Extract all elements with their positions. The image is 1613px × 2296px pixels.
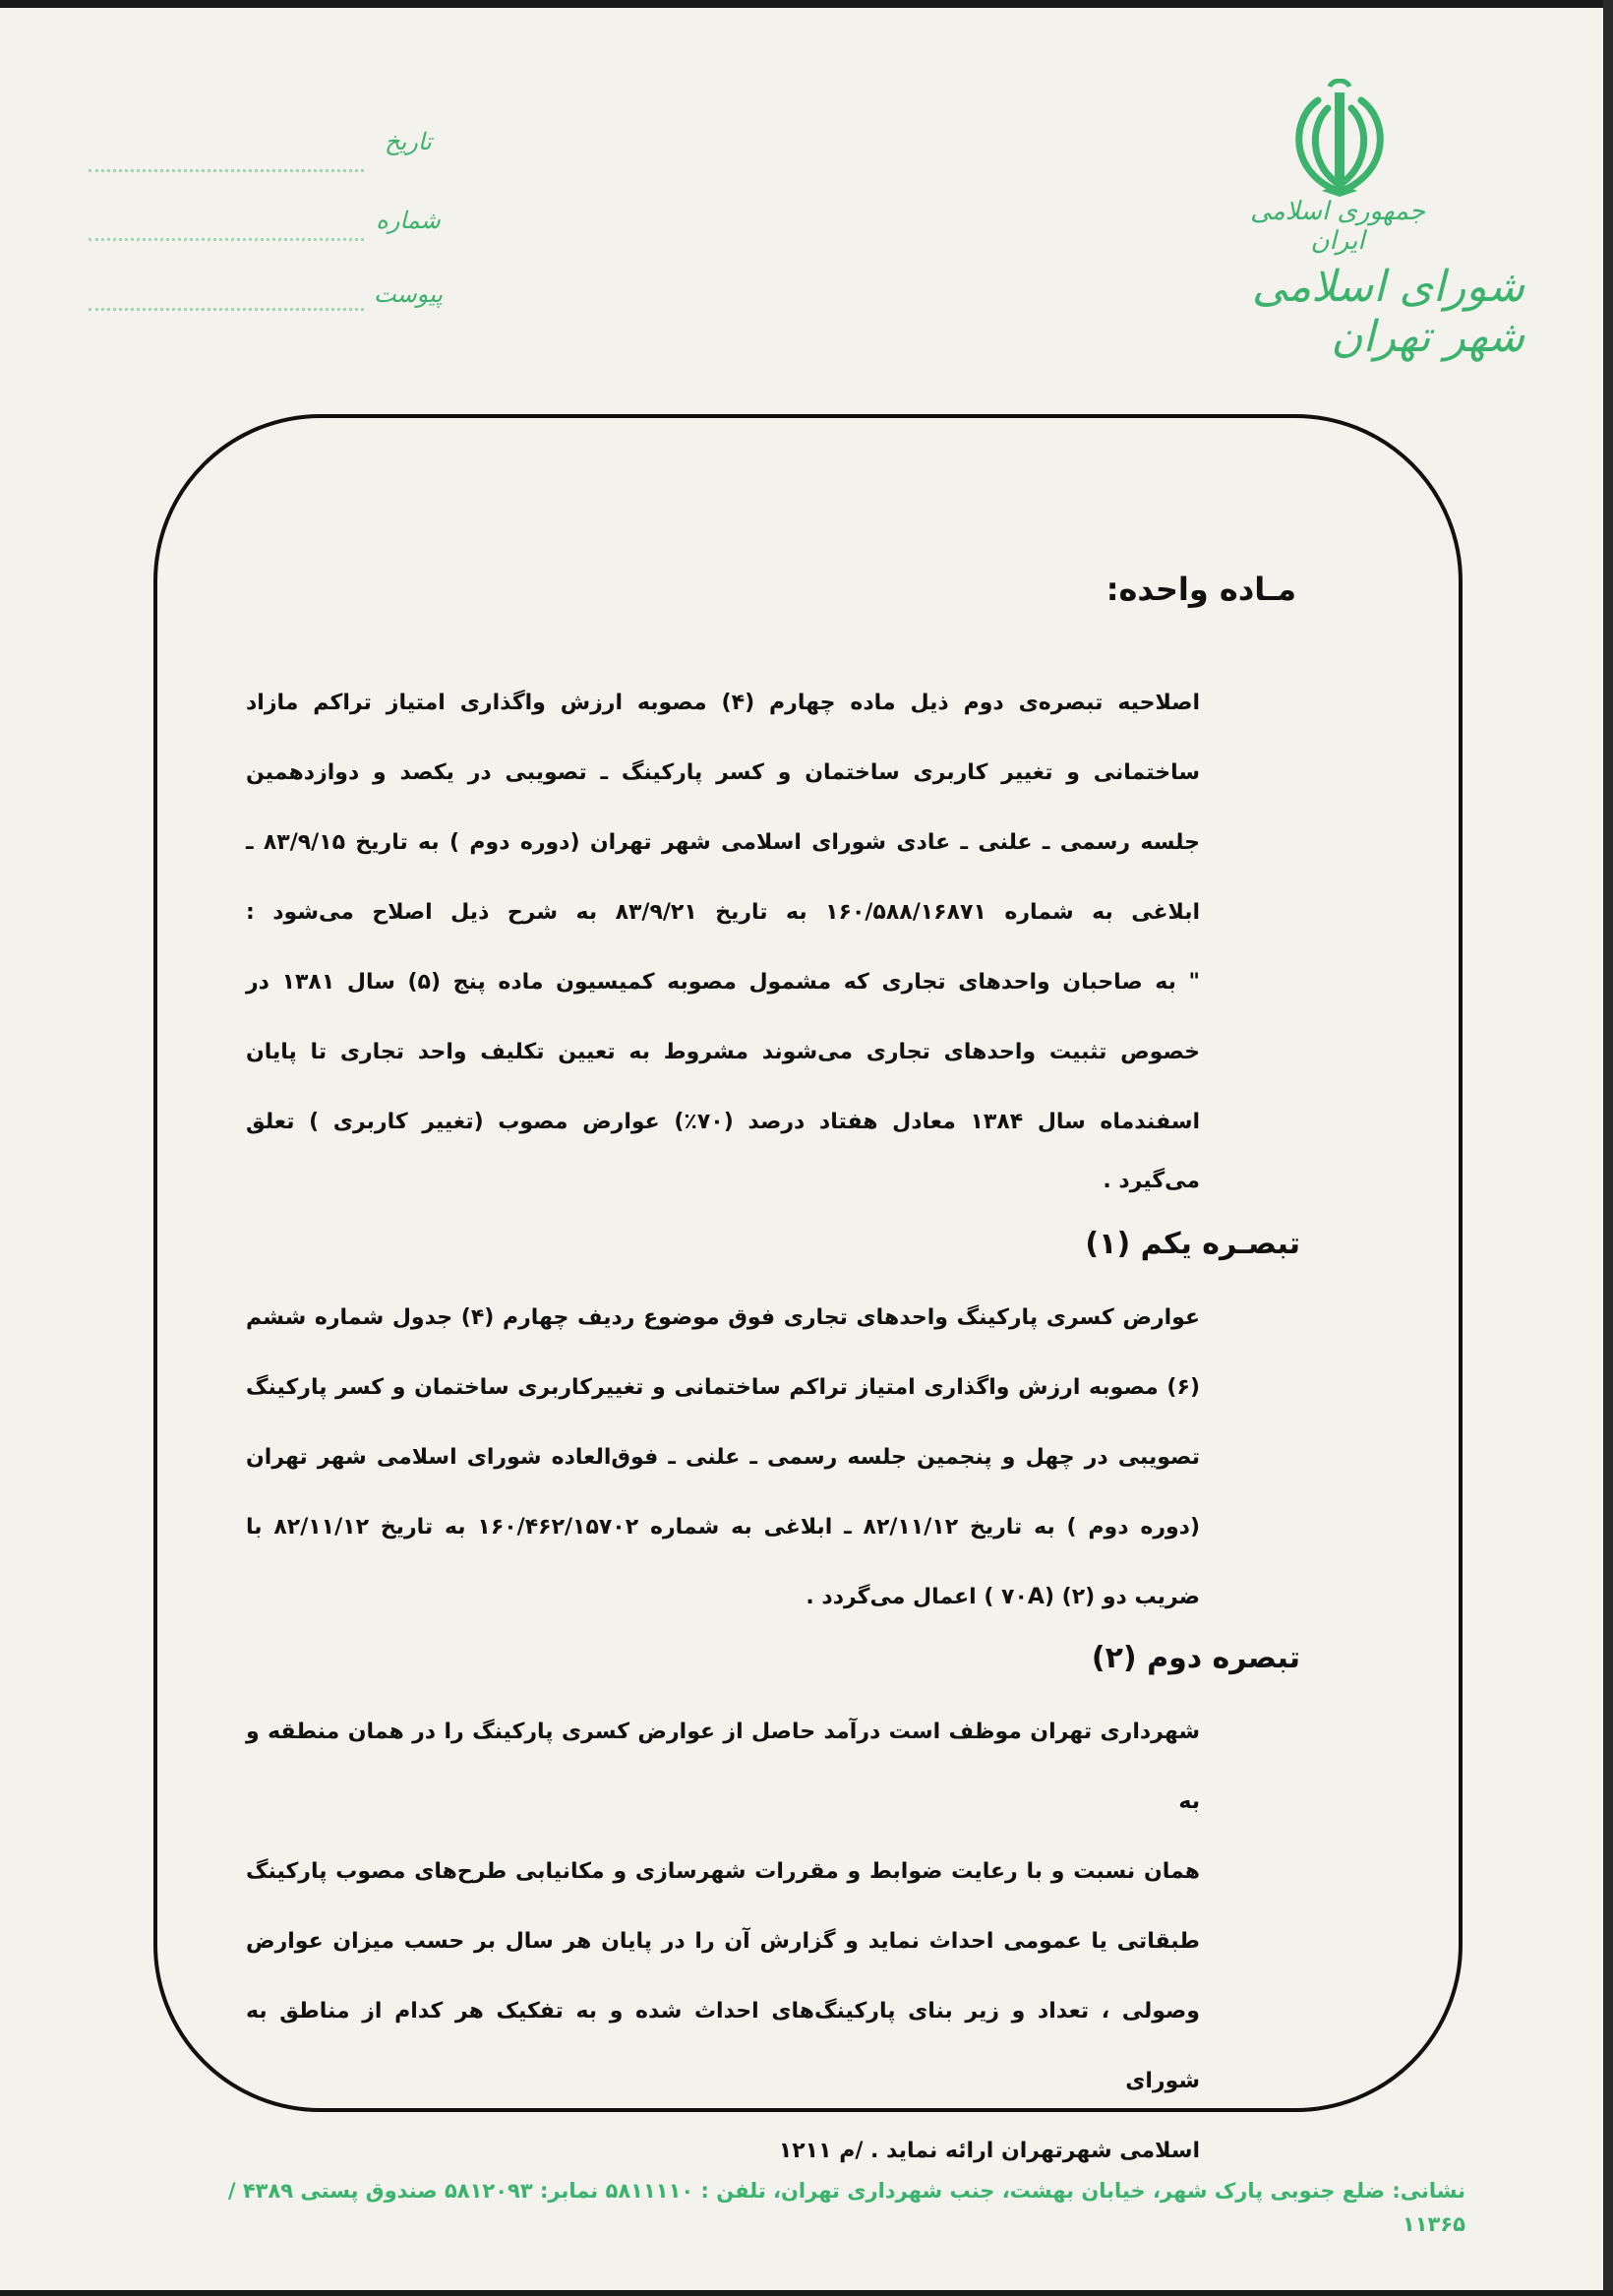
- number-field: [89, 238, 364, 241]
- paragraph-main: [246, 668, 1200, 1206]
- paragraph-note-2: [246, 1697, 1200, 2186]
- text-line: ساختمانی و تغییر کاربری ساختمان و کسر پارکینگ ـ تصویبی در یکصد و دوازدهمین: [246, 760, 1200, 785]
- text-line: جلسه رسمی ـ علنی ـ عادی شورای اسلامی شهر تهران (دوره دوم ) به تاریخ ۸۳/۹/۱۵ ـ: [246, 830, 1200, 855]
- attachment-label: پیوست: [374, 280, 443, 308]
- scan-edge-bottom: [0, 2290, 1613, 2296]
- text-line: شهرداری تهران موظف است درآمد حاصل از عوارض کسری پارکینگ را در همان منطقه و به: [246, 1720, 1200, 1814]
- text-line: (دوره دوم ) به تاریخ ۸۲/۱۱/۱۲ ـ ابلاغی به شماره ۱۶۰/۴۶۲/۱۵۷۰۲ به تاریخ ۸۲/۱۱/۱۲ با: [246, 1515, 1200, 1540]
- note-1-title: تبصـره یکم (۱): [1085, 1227, 1300, 1261]
- text-line: می‌گیرد .: [1103, 1169, 1200, 1193]
- text-line: خصوص تثبیت واحدهای تجاری می‌شوند مشروط به تعیین تکلیف واحد تجاری تا پایان: [246, 1040, 1200, 1064]
- council-name: شورای اسلامی شهر تهران: [1251, 262, 1524, 362]
- footer-address: نشانی: ضلع جنوبی پارک شهر، خیابان بهشت، جنب شهرداری تهران، تلفن : ۵۸۱۱۱۱۰ نمابر: ۵۸۱۲۰۹۳ صندوق پستی ۴۳۸۹ / ۱۱۳۶۵: [227, 2179, 1465, 2236]
- text-line: اصلاحیه تبصره‌ی دوم ذیل ماده چهارم (۴) مصوبه ارزش واگذاری امتیاز تراکم مازاد: [246, 691, 1201, 715]
- text-line: عوارض کسری پارکینگ واحدهای تجاری فوق موضوع ردیف چهارم (۴) جدول شماره ششم: [246, 1305, 1200, 1330]
- number-label: شماره: [376, 207, 441, 234]
- date-field: [89, 169, 364, 172]
- text-line: تصویبی در چهل و پنجمین جلسه رسمی ـ علنی ـ فوق‌العاده شورای اسلامی شهر تهران: [246, 1445, 1200, 1470]
- text-line: طبقاتی یا عمومی احداث نماید و گزارش آن را در پایان هر سال بر حسب میزان عوارض: [246, 1929, 1200, 1954]
- scan-edge-top: [0, 0, 1613, 8]
- republic-name: جمهوری اسلامی ایران: [1250, 197, 1425, 256]
- date-label: تاریخ: [385, 128, 432, 155]
- text-line: (۶) مصوبه ارزش واگذاری امتیاز تراکم ساختمانی و تغییرکاربری ساختمان و کسر پارکینگ: [246, 1375, 1200, 1400]
- scan-edge-right: [1603, 0, 1613, 2296]
- text-line: اسلامی شهرتهران ارائه نماید . /م ۱۲۱۱: [778, 2139, 1200, 2163]
- text-line: وصولی ، تعداد و زیر بنای پارکینگ‌های احداث شده و به تفکیک هر کدام از مناطق به شورای: [246, 1999, 1200, 2093]
- article-title: مـاده واحده:: [1105, 571, 1296, 608]
- text-line: " به صاحبان واحدهای تجاری که مشمول مصوبه کمیسیون ماده پنج (۵) سال ۱۳۸۱ در: [246, 970, 1200, 995]
- text-line: اسفندماه سال ۱۳۸۴ معادل هفتاد درصد (۷۰٪) عوارض مصوب (تغییر کاربری ) تعلق: [246, 1110, 1200, 1134]
- paragraph-note-1: [246, 1283, 1200, 1632]
- text-line: ضریب دو (۲) (۷۰A ) اعمال می‌گردد .: [806, 1585, 1200, 1609]
- text-line: همان نسبت و با رعایت ضوابط و مقررات شهرسازی و مکانیابی طرح‌های مصوب پارکینگ: [246, 1859, 1200, 1884]
- iran-emblem-icon: [1279, 79, 1401, 201]
- note-2-title: تبصره دوم (۲): [1091, 1641, 1300, 1675]
- attachment-field: [89, 308, 364, 311]
- text-line: ابلاغی به شماره ۱۶۰/۵۸۸/۱۶۸۷۱ به تاریخ ۸۳/۹/۲۱ به شرح ذیل اصلاح می‌شود :: [246, 900, 1200, 925]
